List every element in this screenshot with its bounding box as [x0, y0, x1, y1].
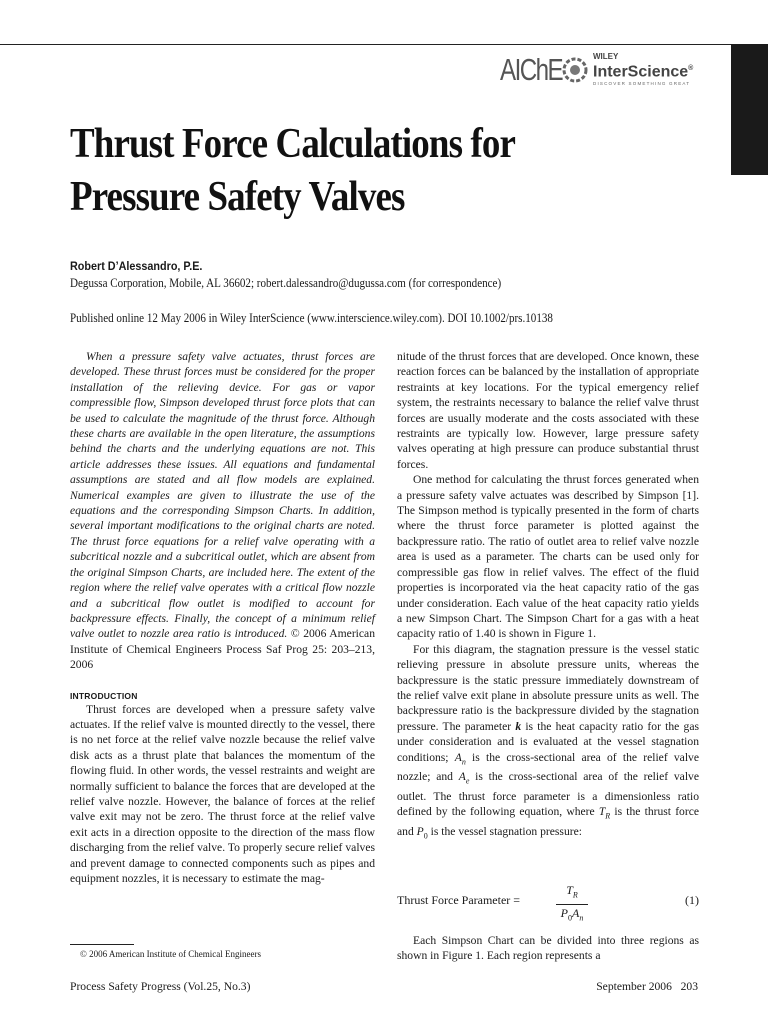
equation-number: (1)	[685, 893, 699, 907]
left-column	[70, 349, 375, 886]
equation-fraction	[556, 882, 588, 927]
article-title	[70, 118, 633, 224]
body-paragraph-4: Each Simpson Chart can be divided into three regions as shown in Figure 1. Each region represents a	[397, 934, 699, 963]
abstract-citation: © 2006 American Institute of Chemical Engineers Process Saf Prog 25: 203–213, 2006	[70, 627, 375, 672]
body-paragraph-2: One method for calculating the thrust forces generated when a pressure safety valve actuates was described by Simpson [1]. The Simpson method is typically presented in the form of charts where the thrust force parameter is plotted against the backpressure ratio. The ratio of outlet area to relief valve nozzle area is used as a parameter. The charts can be used only for compressible gas flow in relief valves. The effect of the fluid properties is incorporated via the heat capacity ratio of the gas under consideration. Each value of the heat capacity ratio yields a new Simpson Chart. The Simpson Chart for a gas with a heat capacity ratio of 1.40 is shown in Figure 1.	[397, 473, 699, 641]
author-affiliation: Degussa Corporation, Mobile, AL 36602; robert.dalessandro@dugussa.com (for correspondence)	[70, 276, 502, 290]
right-column	[397, 349, 699, 844]
interscience-wordmark	[593, 52, 693, 87]
publication-info: Published online 12 May 2006 in Wiley InterScience (www.interscience.wiley.com). DOI 10.1002/prs.10138	[70, 311, 553, 325]
interscience-label: InterScience®	[593, 63, 694, 81]
wiley-label: WILEY	[593, 52, 619, 61]
section-heading-introduction: INTRODUCTION	[70, 690, 138, 701]
footnote-rule	[70, 944, 134, 945]
interscience-tagline: DISCOVER SOMETHING GREAT	[593, 81, 691, 87]
author-name: Robert D’Alessandro, P.E.	[70, 259, 203, 273]
introduction-paragraph: Thrust forces are developed when a pressure safety valve actuates. If the relief valve is mounted directly to the vessel, there is no net force at the relief valve nozzle because the relief valve disk acts as a thrust plate that balances the momentum of the flowing fluid. In other words, the vessel restraints and weight are normally sufficient to balance the forces that are developed at the relief valve nozzle. However, the balance of forces at the relief valve exit may not be zero. The thrust force at the relief valve exit acts in a direction opposite to the direction of the mass flow discharging from the relief valve. To properly secure relief valves and prevent damage to connected components such as pipes and equipment nozzles, it is necessary to estimate the mag-	[70, 702, 375, 885]
body-paragraph-3: For this diagram, the stagnation pressure is the vessel static relieving pressure in absolute pressure units, whereas the backpressure is the static pressure immediately downstream of the relief valve exit plane in absolute pressure units as well. The backpressure ratio is the backpressure divided by the stagnation pressure. The parameter k is the heat capacity ratio for the gas under consideration and is evaluated at the vessel stagnation conditions; $A_n$ is the cross-sectional area of the relief valve nozzle; and $A_e$ is the cross-sectional area of the relief valve outlet. The thrust force parameter is a dimensionless ratio defined by the following equation, where $T_R$ is the thrust force and $P_0$ is the vessel stagnation pressure:	[397, 642, 700, 841]
title-line-1: Thrust Force Calculations for	[70, 121, 516, 167]
equation-numerator: $T_R$	[556, 882, 588, 905]
title-line-2: Pressure Safety Valves	[70, 174, 405, 220]
right-column-tail	[397, 933, 699, 964]
equation-denominator: $P_0A_n$	[560, 906, 584, 923]
equation-label: Thrust Force Parameter =	[397, 893, 521, 907]
footer-journal: Process Safety Progress (Vol.25, No.3)	[70, 980, 251, 993]
interscience-swirl-icon	[560, 55, 590, 85]
top-rule	[0, 44, 738, 45]
abstract: When a pressure safety valve actuates, thrust forces are developed. These thrust forces must be considered for the proper installation of the relieving device. For gas or vapor compressible flow, Simpson developed thrust force plots that can be used to calculate the magnitude of the thrust force. Although these charts are available in the open literature, the assumptions behind the charts and the underlying equations are not. This article addresses these issues. All equations and fundamental assumptions are stated and all flow models are explained. Numerical examples are given to illustrate the use of the equations and the corresponding Simpson Charts. In addition, several important modifications to the original charts are noted. The thrust force equations for a relief valve operating with a subcritical nozzle and a subcritical outlet, which are absent from the original Simpson Charts, are included here. The extent of the region where the relief valve operates with a critical flow nozzle and a subcritical flow outlet is modified to account for backpressure effects. Finally, the concept of a minimum relief valve outlet to nozzle area ratio is introduced. © 2006 American Institute of Chemical Engineers Process Saf Prog 25: 203–213, 2006	[70, 350, 375, 672]
body-paragraph-1: nitude of the thrust forces that are developed. Once known, these reaction forces can be balanced by the installation of appropriate restraints at key locations. For the typical emergency relief system, the restraints necessary to balance the relief valve thrust forces are usually moderate and the costs associated with these restraints are typically low. However, large pressure safety valves operating at high pressure can produce substantial thrust forces.	[397, 350, 699, 471]
publisher-logos	[500, 48, 710, 88]
section-tab-marker	[731, 44, 768, 175]
equation-1	[397, 882, 699, 923]
footer-date-page: September 2006 203	[596, 980, 698, 993]
copyright-footnote: © 2006 American Institute of Chemical Engineers	[80, 949, 262, 960]
aiche-logo: AIChE	[500, 52, 563, 87]
